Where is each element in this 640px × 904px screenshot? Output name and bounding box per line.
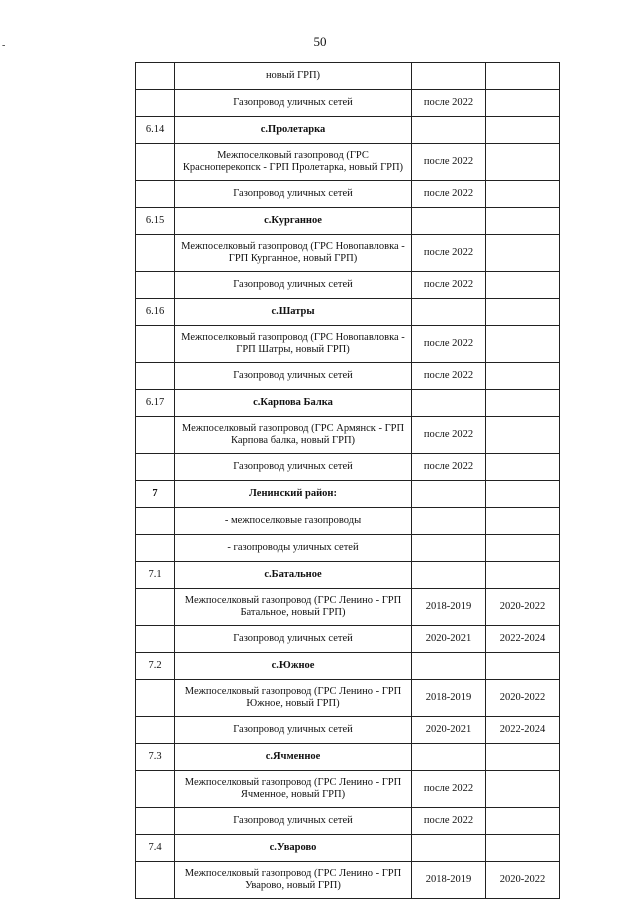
cell-number — [136, 144, 175, 181]
cell-term-2 — [486, 299, 560, 326]
table-row — [136, 771, 560, 808]
cell-term-2 — [486, 363, 560, 390]
cell-term-1 — [412, 744, 486, 771]
cell-description: Межпоселковый газопровод (ГРС Ленино - ГРП Батальное, новый ГРП) — [175, 589, 412, 626]
cell-description: с.Шатры — [175, 299, 412, 326]
cell-description: Газопровод уличных сетей — [175, 181, 412, 208]
cell-term-1: после 2022 — [412, 272, 486, 299]
section-row — [136, 653, 560, 680]
table-row — [136, 63, 560, 90]
cell-term-1 — [412, 390, 486, 417]
cell-term-1: после 2022 — [412, 808, 486, 835]
cell-description: Межпоселковый газопровод (ГРС Красноперекопск - ГРП Пролетарка, новый ГРП) — [175, 144, 412, 181]
cell-term-2 — [486, 144, 560, 181]
cell-term-2 — [486, 562, 560, 589]
cell-number: 7.2 — [136, 653, 175, 680]
cell-description: Межпоселковый газопровод (ГРС Новопавловка - ГРП Шатры, новый ГРП) — [175, 326, 412, 363]
cell-term-1 — [412, 299, 486, 326]
cell-description: с.Южное — [175, 653, 412, 680]
cell-term-1 — [412, 562, 486, 589]
cell-term-1: после 2022 — [412, 181, 486, 208]
cell-number — [136, 63, 175, 90]
cell-number: 7.1 — [136, 562, 175, 589]
cell-description: Газопровод уличных сетей — [175, 808, 412, 835]
cell-term-1 — [412, 63, 486, 90]
cell-description: с.Ячменное — [175, 744, 412, 771]
cell-term-1: после 2022 — [412, 771, 486, 808]
cell-term-1 — [412, 653, 486, 680]
cell-term-2 — [486, 454, 560, 481]
cell-number — [136, 862, 175, 899]
section-row — [136, 835, 560, 862]
cell-number — [136, 454, 175, 481]
cell-term-2 — [486, 208, 560, 235]
cell-term-2 — [486, 90, 560, 117]
cell-term-2 — [486, 326, 560, 363]
cell-term-1 — [412, 835, 486, 862]
edge-mark: - — [2, 40, 6, 51]
cell-term-2 — [486, 744, 560, 771]
cell-description: с.Уварово — [175, 835, 412, 862]
cell-term-2 — [486, 771, 560, 808]
cell-number — [136, 808, 175, 835]
cell-term-2: 2020-2022 — [486, 862, 560, 899]
cell-number — [136, 326, 175, 363]
table-row — [136, 235, 560, 272]
cell-term-2 — [486, 417, 560, 454]
cell-description: Межпоселковый газопровод (ГРС Армянск - ГРП Карпова балка, новый ГРП) — [175, 417, 412, 454]
cell-term-2 — [486, 481, 560, 508]
cell-description: с.Карпова Балка — [175, 390, 412, 417]
cell-term-2 — [486, 63, 560, 90]
cell-description: Межпоселковый газопровод (ГРС Ленино - ГРП Уварово, новый ГРП) — [175, 862, 412, 899]
cell-term-1: после 2022 — [412, 417, 486, 454]
cell-number — [136, 626, 175, 653]
cell-number — [136, 90, 175, 117]
table-row — [136, 535, 560, 562]
table-row — [136, 326, 560, 363]
cell-term-1 — [412, 535, 486, 562]
cell-number: 7.3 — [136, 744, 175, 771]
cell-number: 6.15 — [136, 208, 175, 235]
cell-description: Газопровод уличных сетей — [175, 454, 412, 481]
table-row — [136, 680, 560, 717]
cell-description: с.Курганное — [175, 208, 412, 235]
cell-term-1: после 2022 — [412, 235, 486, 272]
cell-number — [136, 181, 175, 208]
cell-term-1: 2020-2021 — [412, 717, 486, 744]
table-row — [136, 626, 560, 653]
cell-term-2 — [486, 808, 560, 835]
table-row — [136, 417, 560, 454]
cell-description: Газопровод уличных сетей — [175, 626, 412, 653]
cell-number: 7.4 — [136, 835, 175, 862]
cell-number — [136, 535, 175, 562]
section-row — [136, 117, 560, 144]
cell-term-2 — [486, 235, 560, 272]
cell-term-1 — [412, 117, 486, 144]
table-row — [136, 363, 560, 390]
cell-description: Газопровод уличных сетей — [175, 272, 412, 299]
section-row — [136, 208, 560, 235]
cell-description: Ленинский район: — [175, 481, 412, 508]
table-row — [136, 181, 560, 208]
cell-description: с.Батальное — [175, 562, 412, 589]
cell-term-1 — [412, 508, 486, 535]
cell-term-2: 2020-2022 — [486, 589, 560, 626]
cell-description: Межпоселковый газопровод (ГРС Ленино - ГРП Южное, новый ГРП) — [175, 680, 412, 717]
cell-description: - межпоселковые газопроводы — [175, 508, 412, 535]
table-row — [136, 589, 560, 626]
gas-pipeline-table — [135, 62, 560, 899]
cell-number: 7 — [136, 481, 175, 508]
table-row — [136, 862, 560, 899]
cell-description: Газопровод уличных сетей — [175, 717, 412, 744]
table-row — [136, 454, 560, 481]
cell-description: - газопроводы уличных сетей — [175, 535, 412, 562]
cell-number: 6.16 — [136, 299, 175, 326]
cell-term-1: после 2022 — [412, 363, 486, 390]
cell-number — [136, 508, 175, 535]
cell-term-2 — [486, 835, 560, 862]
cell-term-1 — [412, 208, 486, 235]
table-row — [136, 144, 560, 181]
cell-description: Межпоселковый газопровод (ГРС Новопавловка - ГРП Курганное, новый ГРП) — [175, 235, 412, 272]
cell-description: Межпоселковый газопровод (ГРС Ленино - ГРП Ячменное, новый ГРП) — [175, 771, 412, 808]
cell-term-2 — [486, 390, 560, 417]
cell-term-1: 2020-2021 — [412, 626, 486, 653]
cell-term-1: 2018-2019 — [412, 862, 486, 899]
cell-term-2: 2022-2024 — [486, 717, 560, 744]
section-row — [136, 390, 560, 417]
table-body — [136, 63, 560, 899]
cell-term-2 — [486, 272, 560, 299]
cell-number — [136, 363, 175, 390]
cell-term-1: 2018-2019 — [412, 589, 486, 626]
table-row — [136, 90, 560, 117]
cell-term-1: после 2022 — [412, 326, 486, 363]
cell-number — [136, 717, 175, 744]
cell-number — [136, 680, 175, 717]
cell-term-2 — [486, 508, 560, 535]
cell-term-2: 2020-2022 — [486, 680, 560, 717]
cell-number — [136, 589, 175, 626]
page-number: 50 — [313, 34, 327, 49]
cell-number — [136, 771, 175, 808]
cell-number — [136, 272, 175, 299]
cell-term-1: после 2022 — [412, 90, 486, 117]
cell-term-2 — [486, 181, 560, 208]
table-row — [136, 808, 560, 835]
cell-term-2 — [486, 535, 560, 562]
cell-number: 6.14 — [136, 117, 175, 144]
cell-number: 6.17 — [136, 390, 175, 417]
cell-description: новый ГРП) — [175, 63, 412, 90]
cell-term-1: после 2022 — [412, 454, 486, 481]
section-row — [136, 562, 560, 589]
cell-number — [136, 235, 175, 272]
cell-description: с.Пролетарка — [175, 117, 412, 144]
section-row — [136, 744, 560, 771]
cell-term-2 — [486, 653, 560, 680]
table-row — [136, 508, 560, 535]
cell-term-1: после 2022 — [412, 144, 486, 181]
cell-term-2 — [486, 117, 560, 144]
cell-number — [136, 417, 175, 454]
section-row — [136, 299, 560, 326]
cell-term-1: 2018-2019 — [412, 680, 486, 717]
cell-term-1 — [412, 481, 486, 508]
section-row — [136, 481, 560, 508]
cell-term-2: 2022-2024 — [486, 626, 560, 653]
cell-description: Газопровод уличных сетей — [175, 90, 412, 117]
table-row — [136, 717, 560, 744]
cell-description: Газопровод уличных сетей — [175, 363, 412, 390]
table-row — [136, 272, 560, 299]
